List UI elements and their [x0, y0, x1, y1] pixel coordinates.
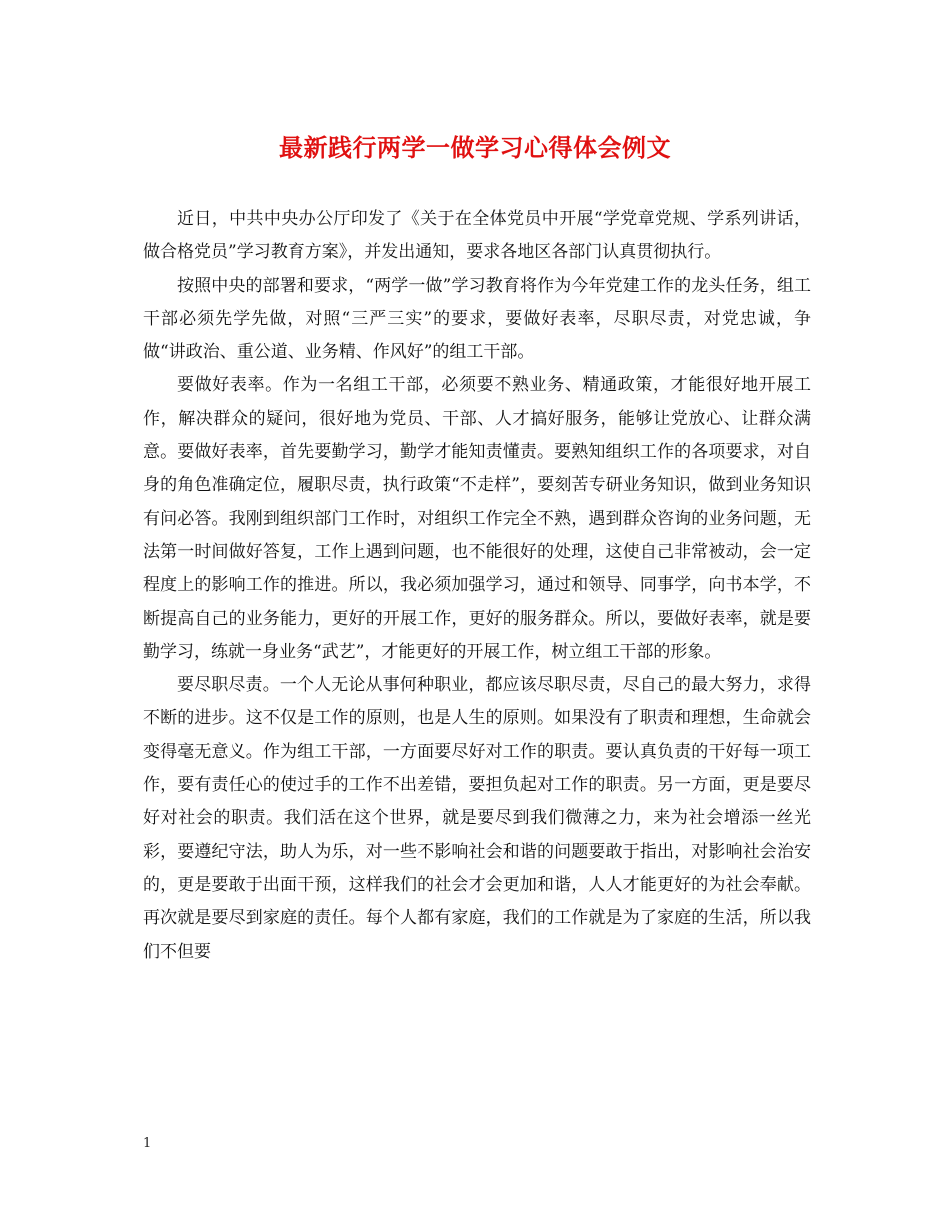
paragraph: 要做好表率。作为一名组工干部，必须要不熟业务、精通政策，才能很好地开展工作，解决群众的疑问，很好地为党员、干部、人才搞好服务，能够让党放心、让群众满意。要做好表率，首先要勤学习，勤学才能知责懂责。要熟知组织工作的各项要求，对自身的角色准确定位，履职尽责，执行政策“不走样”，要刻苦专研业务知识，做到业务知识有问必答。我刚到组织部门工作时，对组织工作完全不熟，遇到群众咨询的业务问题，无法第一时间做好答复，工作上遇到问题，也不能很好的处理，这使自己非常被动，会一定程度上的影响工作的推进。所以，我必须加强学习，通过和领导、同事学，向书本学，不断提高自己的业务能力，更好的开展工作，更好的服务群众。所以，要做好表率，就是要勤学习，练就一身业务“武艺”，才能更好的开展工作，树立组工干部的形象。 [143, 375, 811, 662]
paragraph: 要尽职尽责。一个人无论从事何种职业，都应该尽职尽责，尽自己的最大努力，求得不断的进步。这不仅是工作的原则，也是人生的原则。如果没有了职责和理想，生命就会变得毫无意义。作为组工干部，一方面要尽好对工作的职责。要认真负责的干好每一项工作，要有责任心的使过手的工作不出差错，要担负起对工作的职责。另一方面，更是要尽好对社会的职责。我们活在这个世界，就是要尽到我们微薄之力，来为社会增添一丝光彩，要遵纪守法，助人为乐，对一些不影响社会和谐的问题要敢于指出，对影响社会治安的，更是要敢于出面干预，这样我们的社会才会更加和谐，人人才能更好的为社会奉献。再次就是要尽到家庭的责任。每个人都有家庭，我们的工作就是为了家庭的生活，所以我们不但要 [143, 675, 811, 962]
page-number: 1 [143, 1136, 152, 1151]
paragraph: 按照中央的部署和要求，“两学一做”学习教育将作为今年党建工作的龙头任务，组工干部必须先学先做，对照“三严三实”的要求，要做好表率，尽职尽责，对党忠诚，争做“讲政治、重公道、业务精、作风好”的组工干部。 [143, 275, 811, 363]
document-body [143, 203, 811, 969]
paragraph: 近日，中共中央办公厅印发了《关于在全体党员中开展“学党章党规、学系列讲话，做合格党员”学习教育方案》，并发出通知，要求各地区各部门认真贯彻执行。 [143, 209, 811, 263]
document-title: 最新践行两学一做学习心得体会例文 [279, 133, 671, 162]
